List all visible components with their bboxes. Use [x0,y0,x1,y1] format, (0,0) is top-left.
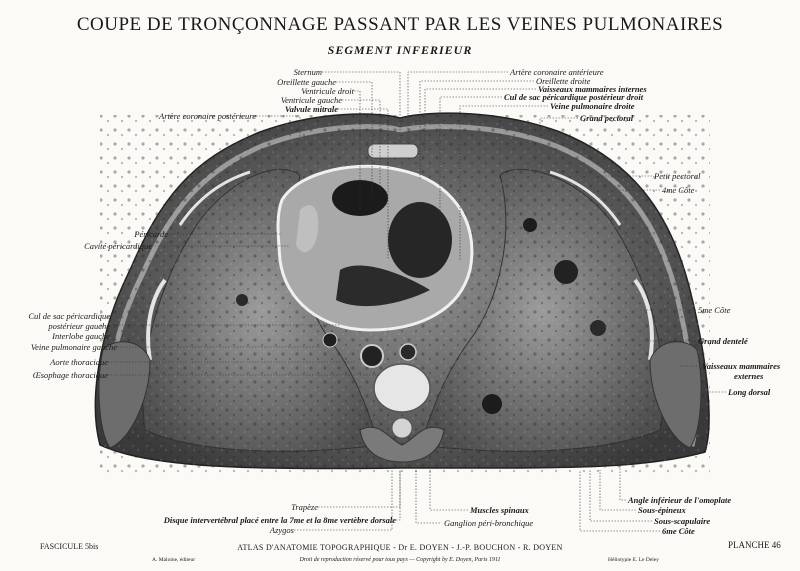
plate-subtitle: SEGMENT INFERIEUR [327,43,473,57]
footer-editor: A. Maloine, éditeur [152,557,196,563]
label-artere-coronaire-posterieure: Artère coronaire postérieure [159,111,256,121]
label-ganglion-peri-bronchique: Ganglion péri-bronchique [444,518,534,528]
label-6me-cote: 6me Côte [662,526,695,536]
footer-atlas: ATLAS D'ANATOMIE TOPOGRAPHIQUE - Dr E. DOYEN - J.-P. BOUCHON - R. DOYEN [237,543,563,552]
label-cul-de-sac-posterieur-droit: Cul de sac péricardique postérieur droit [504,92,644,102]
label-artere-coronaire-anterieure: Artère coronaire antérieure [510,67,604,77]
label-cavite-pericardique: Cavité péricardique [84,241,152,251]
label-externes: externes [734,371,764,381]
label-posterieur-gauche: postérieur gauche [48,321,110,331]
label-long-dorsal: Long dorsal [728,387,771,397]
label-sous-epineux: Sous-épineux [638,505,686,515]
label-azygos: Azygos [269,525,294,535]
label-grand-dentele: Grand dentelé [698,336,748,346]
footer-rights: Droit de reproduction réservé pour tous pays — Copyright by E. Doyen, Paris 1911 [299,557,501,563]
label-sternum: Sternum [293,67,322,77]
label-disque-intervertebral: Disque intervertébral placé entre la 7me et la 8me vertèbre dorsale [163,515,396,525]
footer-fascicule: FASCICULE 5bis [40,542,99,551]
label-5me-cote: 5me Côte [698,305,731,315]
label-pericarde: Péricarde [134,229,168,239]
label-angle-inferieur-omoplate: Angle inférieur de l'omoplate [628,495,732,505]
label-ventricule-gauche: Ventricule gauche [280,95,342,105]
label-grand-pectoral: Grand pectoral [580,113,634,123]
footer-printer: Héliotypie E. Le Deley [608,557,660,563]
label-ventricule-droit: Ventricule droit [301,86,354,96]
label-oreillette-gauche: Oreillette gauche [277,77,336,87]
label-vaisseaux-mammaires-internes: Vaisseaux mammaires internes [538,84,647,94]
label-veine-pulmonaire-gauche: Veine pulmonaire gauche [30,342,117,352]
label-oesophage-thoracique: Œsophage thoracique [32,370,108,380]
label-interlobe-gauche: Interlobe gauche [52,331,110,341]
label-petit-pectoral: Petit pectoral [654,171,701,181]
label-valvule-mitrale: Valvule mitrale [284,104,338,114]
label-veine-pulmonaire-droite: Veine pulmonaire droite [550,101,635,111]
label-oreillette-droite: Oreillette droite [536,76,591,86]
label-4me-cote: 4me Côte [662,185,695,195]
footer-planche: PLANCHE 46 [728,540,781,550]
label-trapeze: Trapèze [291,502,318,512]
label-vaisseaux-mammaires-externes: Vaisseaux mammaires [702,361,781,371]
label-sous-scapulaire: Sous-scapulaire [654,516,711,526]
label-muscles-spinaux: Muscles spinaux [470,505,529,515]
label-cul-de-sac-pericardique: Cul de sac péricardique [28,311,110,321]
plate-title: COUPE DE TRONÇONNAGE PASSANT PAR LES VEINES PULMONAIRES [76,14,724,35]
label-aorte-thoracique: Aorte thoracique [50,357,108,367]
